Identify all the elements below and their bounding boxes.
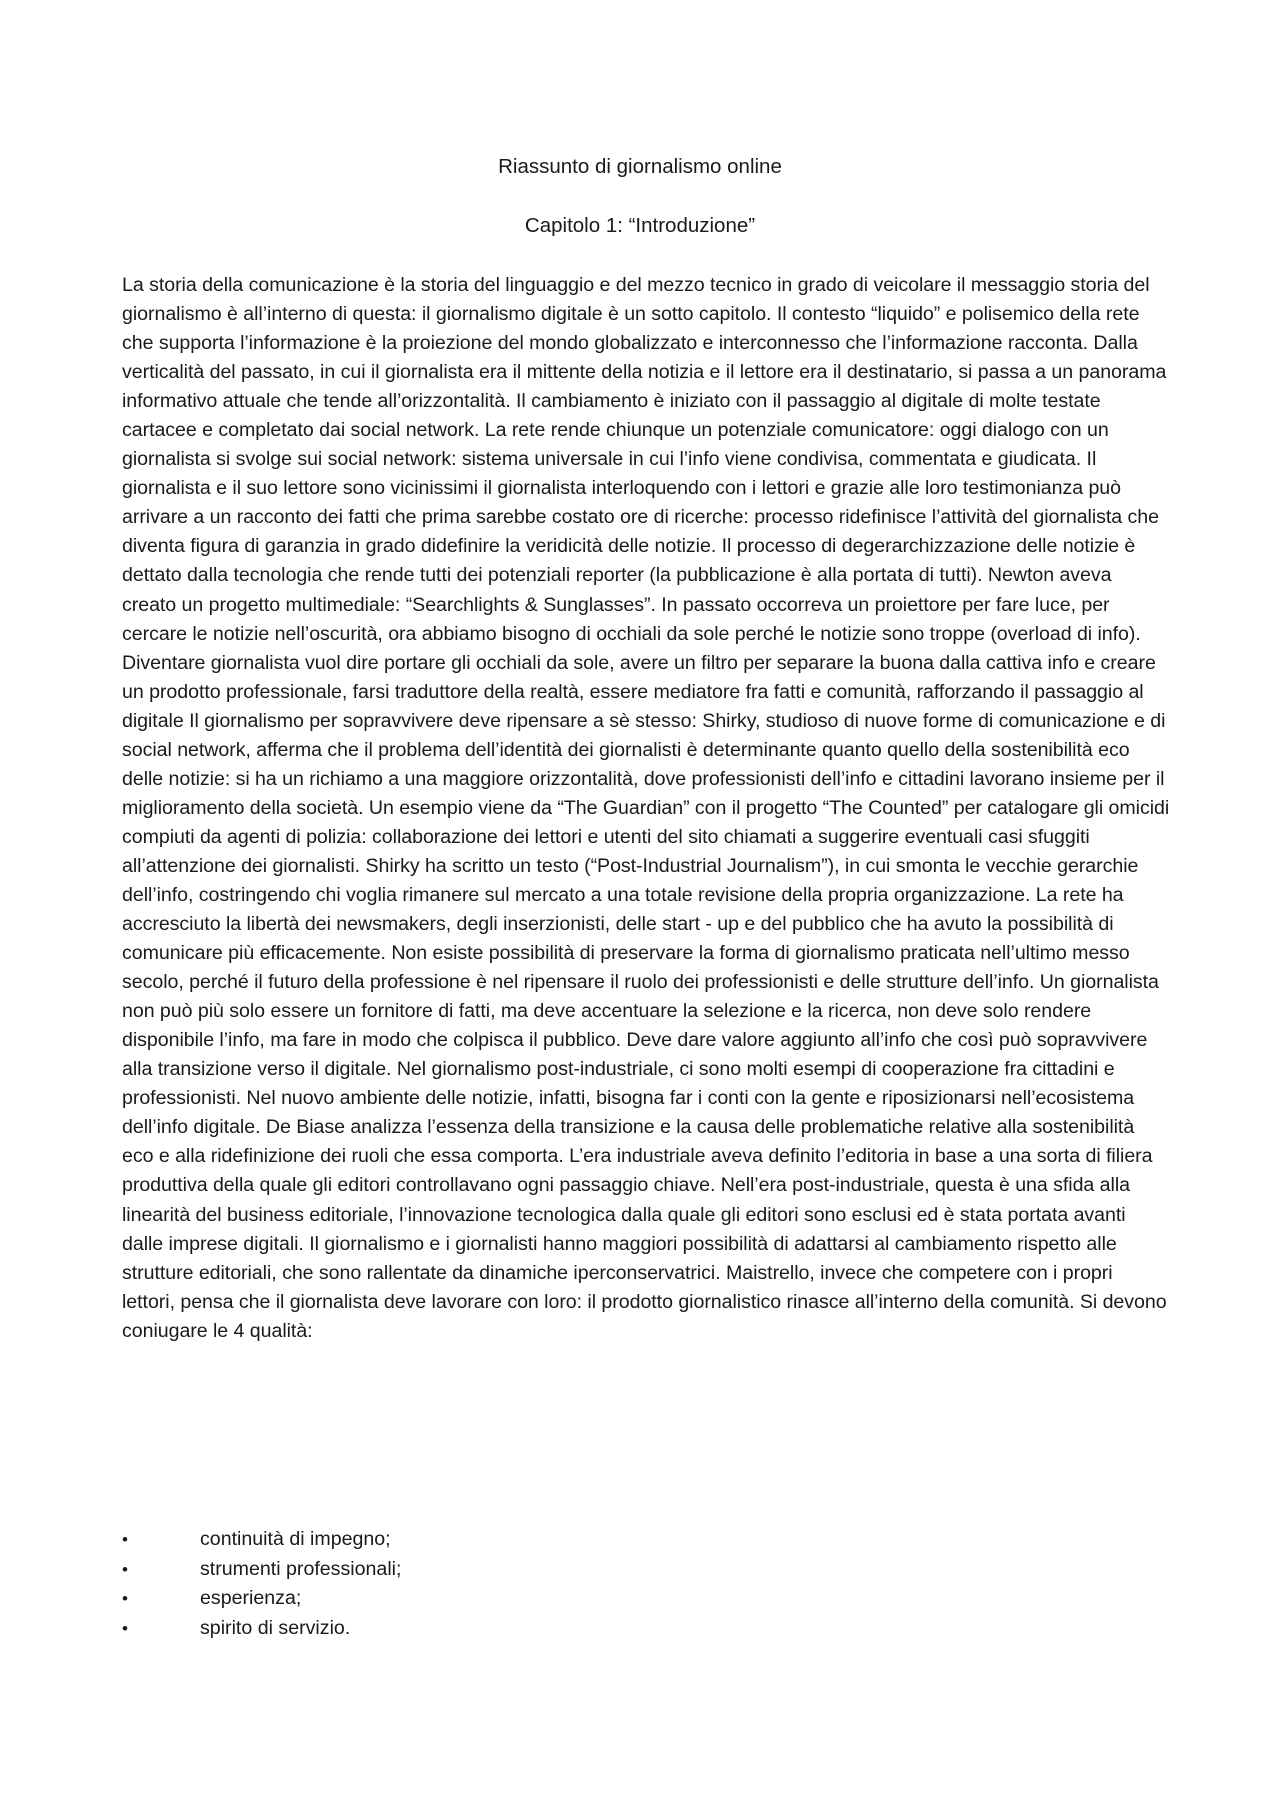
body-paragraph: La storia della comunicazione è la storia del linguaggio e del mezzo tecnico in grado di veicolare il messaggio storia del giornalismo è all’interno di questa: il giornalismo digitale è un sotto capitolo. Il contesto “liquido” e polisemico della rete che supporta l’informazione è la proiezione del mondo globalizzato e interconnesso che l’informazione racconta. Dalla verticalità del passato, in cui il giornalista era il mittente della notizia e il lettore era il destinatario, si passa a un panorama informativo attuale che tende all’orizzontalità. Il cambiamento è iniziato con il passaggio al digitale di molte testate cartacee e completato dai social network. La rete rende chiunque un potenziale comunicatore: oggi dialogo con un giornalista si svolge sui social network: sistema universale in cui l’info viene condivisa, commentata e giudicata. Il giornalista e il suo lettore sono vicinissimi il giornalista interloquendo con i lettori e grazie alle loro testimonianza può arrivare a un racconto dei fatti che prima sarebbe costato ore di ricerche: processo ridefinisce l’attività del giornalista che diventa figura di garanzia in grado didefinire la veridicità delle notizie. Il processo di degerarchizzazione delle notizie è dettato dalla tecnologia che rende tutti dei potenziali reporter (la pubblicazione è alla portata di tutti). Newton aveva creato un progetto multimediale: “Searchlights & Sunglasses”. In passato occorreva un proiettore per fare luce, per cercare le notizie nell’oscurità, ora abbiamo bisogno di occhiali da sole perché le notizie sono troppe (overload di info). Diventare giornalista vuol dire portare gli occhiali da sole, avere un filtro per separare la buona dalla cattiva info e creare un prodotto professionale, farsi traduttore della realtà, essere mediatore fra fatti e comunità, rafforzando il passaggio al digitale Il giornalismo per sopravvivere deve ripensare a sè stesso: Shirky, studioso di nuove forme di comunicazione e di social network, afferma che il problema dell’identità dei giornalisti è determinante quanto quello della sostenibilità eco delle notizie: si ha un richiamo a una maggiore orizzontalità, dove professionisti dell’info e cittadini lavorano insieme per il miglioramento della società. Un esempio viene da “The Guardian” con il progetto “The Counted” per catalogare gli omicidi compiuti da agenti di polizia: collaborazione dei lettori e utenti del sito chiamati a suggerire eventuali casi sfuggiti all’attenzione dei giornalisti. Shirky ha scritto un testo (“Post-Industrial Journalism”), in cui smonta le vecchie gerarchie dell’info, costringendo chi voglia rimanere sul mercato a una totale revisione della propria organizzazione. La rete ha accresciuto la libertà dei newsmakers, degli inserzionisti, delle start - up e del pubblico che ha avuto la possibilità di comunicare più efficacemente. Non esiste possibilità di preservare la forma di giornalismo praticata nell’ultimo messo secolo, perché il futuro della professione è nel ripensare il ruolo dei professionisti e delle strutture dell’info. Un giornalista non può più solo essere un fornitore di fatti, ma deve accentuare la selezione e la ricerca, non deve solo rendere disponibile l’info, ma fare in modo che colpisca il pubblico. Deve dare valore aggiunto all’info che così può sopravvivere alla transizione verso il digitale. Nel giornalismo post-industriale, ci sono molti esempi di cooperazione fra cittadini e professionisti. Nel nuovo ambiente delle notizie, infatti, bisogna far i conti con la gente e riposizionarsi nell’ecosistema dell’info digitale. De Biase analizza l’essenza della transizione e la causa delle problematiche relative alla sostenibilità eco e alla ridefinizione dei ruoli che essa comporta. L’era industriale aveva definito l’editoria in base a una sorta di filiera produttiva della quale gli editori controllavano ogni passaggio chiave. Nell’era post-industriale, questa è una sfida alla linearità del business editoriale, l’innovazione tecnologica dalla quale gli editori sono esclusi ed è stata portata avanti dalle imprese digitali. Il giornalismo e i giornalisti hanno maggiori possibilità di adattarsi al cambiamento rispetto alle strutture editoriali, che sono rallentate da dinamiche iperconservatrici. Maistrello, invece che competere con i propri lettori, pensa che il giornalista deve lavorare con loro: il prodotto giornalistico rinasce all’interno della comunità. Si devono coniugare le 4 qualità: <box>122 274 1170 1342</box>
list-item <box>122 1525 1170 1555</box>
document-title: Riassunto di giornalismo online <box>498 155 782 178</box>
list-item <box>122 1614 1170 1644</box>
list-item-text: strumenti professionali; <box>200 1557 402 1580</box>
list-item-text: esperienza; <box>200 1587 302 1609</box>
bullet-icon: • <box>122 1589 128 1608</box>
chapter-title: Capitolo 1: “Introduzione” <box>524 214 756 237</box>
list-item <box>122 1584 1170 1614</box>
bullet-icon: • <box>122 1530 128 1549</box>
bullet-icon: • <box>122 1559 128 1579</box>
list-item-text: continuità di impegno; <box>200 1528 391 1550</box>
bullet-icon: • <box>122 1618 128 1638</box>
qualities-list <box>122 1525 1170 1643</box>
list-item <box>122 1555 1170 1585</box>
list-item-text: spirito di servizio. <box>200 1616 351 1639</box>
